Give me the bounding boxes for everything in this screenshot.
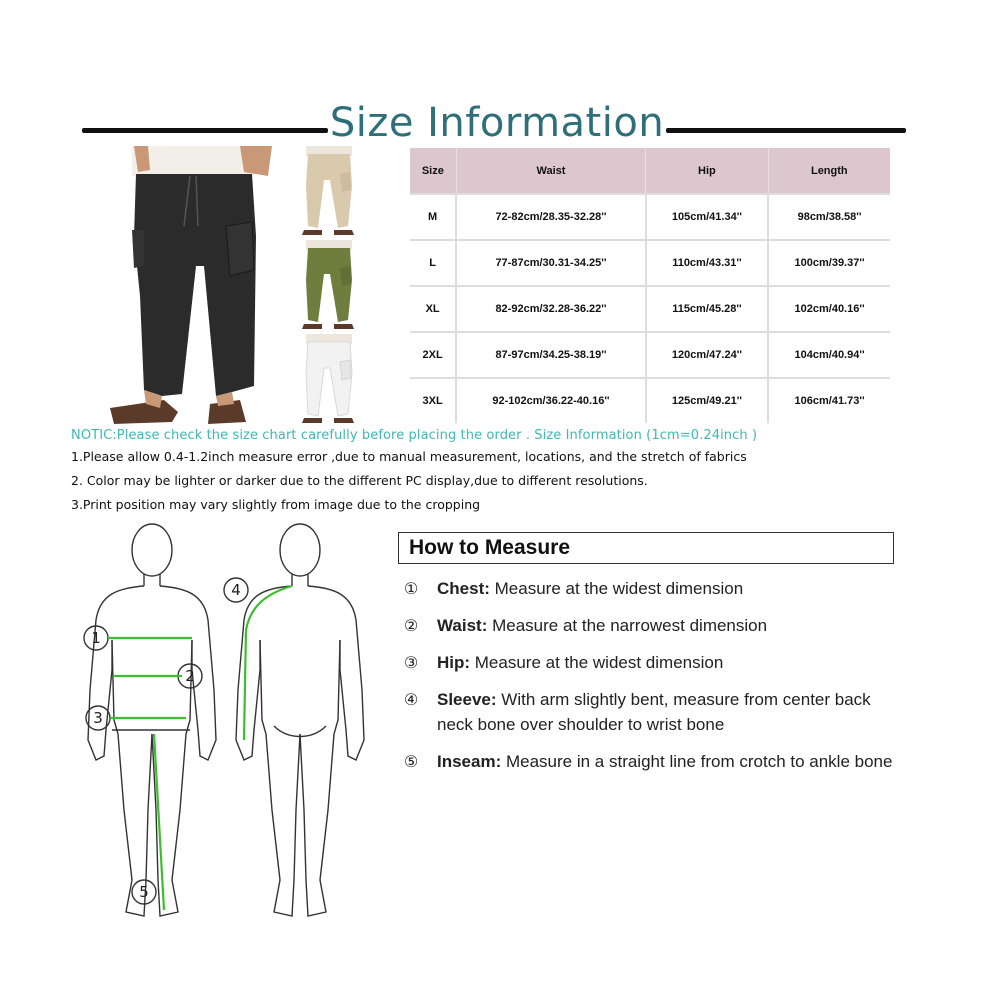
item-text: Measure in a straight line from crotch to ankle bone — [501, 752, 893, 771]
item-number: ④ — [403, 690, 419, 709]
table-cell: 77-87cm/30.31-34.25'' — [456, 240, 646, 286]
item-text: With arm slightly bent, measure from center back neck bone over shoulder to wrist bone — [437, 690, 871, 734]
table-cell: 102cm/40.16'' — [768, 286, 890, 332]
table-row — [410, 332, 890, 378]
item-number: ① — [403, 579, 419, 598]
table-header-cell: Size — [410, 148, 456, 194]
how-to-measure-title: How to Measure — [409, 536, 571, 559]
item-label: Sleeve: — [437, 690, 497, 709]
table-cell: 100cm/39.37'' — [768, 240, 890, 286]
table-cell: 110cm/43.31'' — [646, 240, 768, 286]
table-header-cell: Length — [768, 148, 890, 194]
item-text: Measure at the widest dimension — [489, 579, 744, 598]
table-cell: 92-102cm/36.22-40.16'' — [456, 378, 646, 423]
note-line: 3.Print position may vary slightly from image due to the cropping — [71, 497, 481, 512]
table-cell: 72-82cm/28.35-32.28'' — [456, 194, 646, 240]
table-cell: L — [410, 240, 456, 286]
item-number: ⑤ — [403, 752, 419, 771]
item-label: Waist: — [437, 616, 488, 635]
item-text: Measure at the narrowest dimension — [487, 616, 768, 635]
figure-label: 5 — [139, 883, 149, 901]
figure-label: 3 — [93, 709, 103, 727]
product-photo-black — [104, 146, 276, 428]
front-body-figure — [84, 524, 216, 916]
table-row — [410, 194, 890, 240]
table-cell: 2XL — [410, 332, 456, 378]
note-line: 2. Color may be lighter or darker due to the different PC display,due to different resolutions. — [71, 473, 648, 488]
how-to-measure-header — [398, 532, 894, 564]
notice-text: NOTIC:Please check the size chart carefully before placing the order . Size Information (1cm=0.24inch ) — [71, 428, 758, 443]
table-cell: 82-92cm/32.28-36.22'' — [456, 286, 646, 332]
table-cell: 105cm/41.34'' — [646, 194, 768, 240]
table-row — [410, 286, 890, 332]
item-label: Chest: — [437, 579, 490, 598]
measure-figures — [78, 520, 378, 937]
figure-label: 2 — [185, 667, 195, 685]
table-cell: 120cm/47.24'' — [646, 332, 768, 378]
figure-label: 1 — [91, 629, 101, 647]
title-rule-left — [82, 128, 328, 133]
table-header-cell: Hip — [646, 148, 768, 194]
table-cell: 125cm/49.21'' — [646, 378, 768, 423]
item-text: Measure at the widest dimension — [470, 653, 724, 672]
table-row — [410, 240, 890, 286]
table-cell: 98cm/38.58'' — [768, 194, 890, 240]
note-line: 1.Please allow 0.4-1.2inch measure error ,due to manual measurement, locations, and the stretch of fabrics — [71, 449, 747, 464]
table-cell: 87-97cm/34.25-38.19'' — [456, 332, 646, 378]
item-number: ② — [403, 616, 419, 635]
table-header-row — [410, 148, 890, 194]
figure-label: 4 — [231, 581, 241, 599]
page-title: Size Information — [329, 100, 665, 146]
product-thumb-green — [294, 240, 360, 330]
table-cell: 3XL — [410, 378, 456, 423]
title-rule-right — [666, 128, 906, 133]
table-cell: 106cm/41.73'' — [794, 395, 865, 407]
item-number: ③ — [403, 653, 419, 672]
table-cell: XL — [410, 286, 456, 332]
product-thumb-khaki — [294, 146, 360, 236]
table-header-cell: Waist — [456, 148, 646, 194]
product-thumb-white — [294, 334, 360, 424]
size-table — [410, 148, 890, 423]
item-label: Hip: — [437, 653, 471, 672]
table-cell: 104cm/40.94'' — [768, 332, 890, 378]
item-label: Inseam: — [437, 752, 502, 771]
table-cell: M — [410, 194, 456, 240]
table-row — [410, 378, 890, 423]
table-cell: 115cm/45.28'' — [646, 286, 768, 332]
